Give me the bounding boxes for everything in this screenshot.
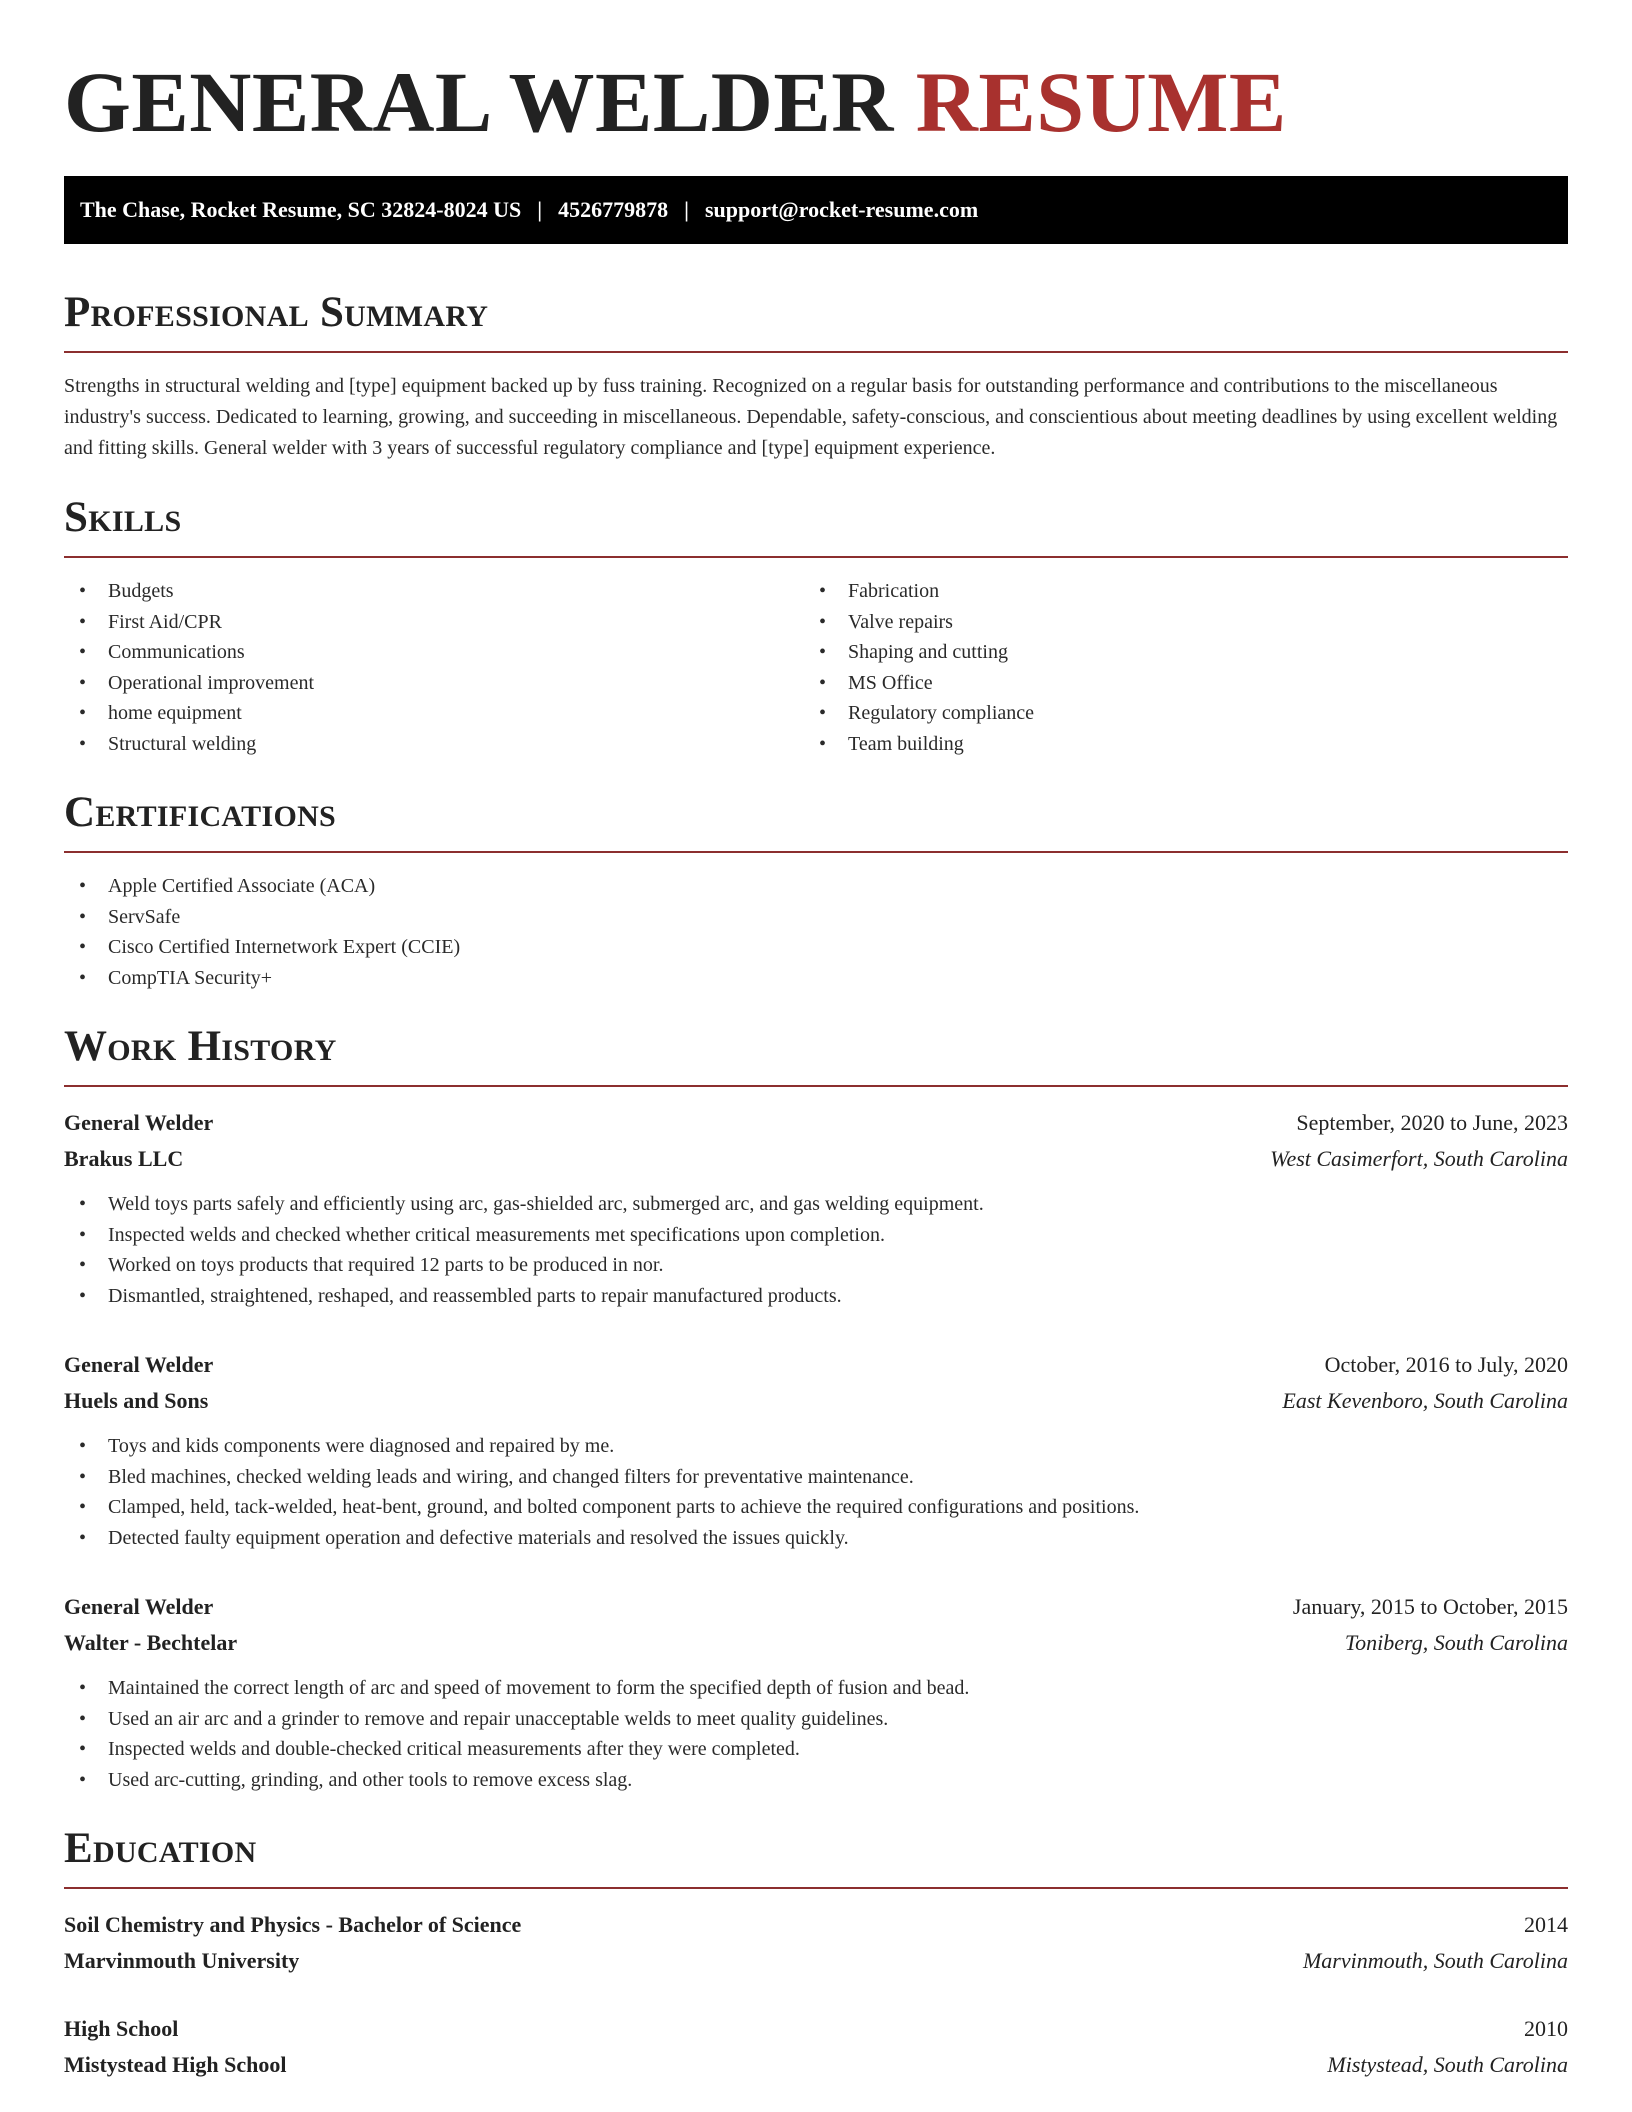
summary-section [64,289,1568,464]
job-location: West Casimerfort, South Carolina [1270,1146,1568,1171]
skills-list-left [64,576,804,759]
job-header-row [64,1105,1568,1141]
job-location: Toniberg, South Carolina [1344,1630,1568,1655]
jobs-list [64,1105,1568,1795]
contact-email: support@rocket-resume.com [704,197,979,222]
job-bullet: • Clamped, held, tack-welded, heat-bent, ground, and bolted component parts to achieve the required configurations and positions. [64,1492,1568,1523]
section-heading-work-history: Work History [64,1023,1568,1087]
education-school: Marvinmouth University [64,1948,300,1973]
job-dates: September, 2020 to June, 2023 [1296,1110,1568,1135]
skill-item: • Operational improvement [64,668,804,699]
skill-item: • Structural welding [64,729,804,760]
skill-item: • Fabrication [804,576,1544,607]
job-company-row [64,1383,1568,1419]
education-location: Mistystead, South Carolina [1327,2052,1568,2077]
education-entry [64,1907,1568,1979]
skill-item: • Valve repairs [804,607,1544,638]
job-dates: October, 2016 to July, 2020 [1324,1352,1568,1377]
education-list [64,1907,1568,2083]
education-header-row [64,1907,1568,1943]
education-entry [64,2011,1568,2083]
job-bullets [64,1189,1568,1311]
job-entry [64,1347,1568,1553]
job-bullet: • Inspected welds and double-checked critical measurements after they were completed. [64,1734,1568,1765]
contact-separator: | [537,197,543,222]
skills-list-right [804,576,1544,759]
certification-item: • ServSafe [64,902,1568,933]
job-entry [64,1589,1568,1795]
job-title: General Welder [64,1352,214,1377]
work-history-section [64,1023,1568,1795]
job-bullet: • Dismantled, straightened, reshaped, and reassembled parts to repair manufactured products. [64,1281,1568,1312]
job-header-row [64,1347,1568,1383]
job-bullet: • Worked on toys products that required 12 parts to be produced in nor. [64,1250,1568,1281]
education-degree: Soil Chemistry and Physics - Bachelor of Science [64,1912,522,1937]
summary-text: Strengths in structural welding and [type] equipment backed up by fuss training. Recognized on a regular basis for outstanding performance and contributions to the miscellaneous industry's success. Dedicated to learning, growing, and succeeding in miscellaneous. Dependable, safety-conscious, and conscientious about meeting deadlines by using excellent welding and fitting skills. General welder with 3 years of successful regulatory compliance and [type] equipment experience. [64,375,1558,459]
job-title: General Welder [64,1110,214,1135]
job-company: Walter - Bechtelar [64,1630,238,1655]
job-entry [64,1105,1568,1311]
job-title: General Welder [64,1594,214,1619]
job-company: Brakus LLC [64,1146,184,1171]
skill-item: • Regulatory compliance [804,698,1544,729]
section-heading-summary: Professional Summary [64,289,1568,353]
certification-item: • Cisco Certified Internetwork Expert (CCIE) [64,932,1568,963]
job-bullets [64,1431,1568,1553]
skills-columns [64,558,1568,759]
skills-section [64,494,1568,759]
education-location: Marvinmouth, South Carolina [1302,1948,1568,1973]
title-accent: RESUME [915,54,1287,150]
resume-page [64,56,1568,2083]
education-degree: High School [64,2016,179,2041]
education-school-row [64,2047,1568,2083]
contact-address: The Chase, Rocket Resume, SC 32824-8024 US [80,197,522,222]
education-header-row [64,2011,1568,2047]
skill-item: • Shaping and cutting [804,637,1544,668]
skill-item: • MS Office [804,668,1544,699]
job-bullets [64,1673,1568,1795]
job-company-row [64,1141,1568,1177]
skill-item: • Budgets [64,576,804,607]
section-heading-education: Education [64,1825,1568,1889]
skill-item: • First Aid/CPR [64,607,804,638]
certifications-section [64,789,1568,993]
section-heading-certifications: Certifications [64,789,1568,853]
skill-item: • home equipment [64,698,804,729]
job-header-row [64,1589,1568,1625]
job-bullet: • Detected faulty equipment operation and defective materials and resolved the issues quickly. [64,1523,1568,1554]
section-heading-skills: Skills [64,494,1568,558]
job-bullet: • Toys and kids components were diagnosed and repaired by me. [64,1431,1568,1462]
resume-title [64,56,1568,148]
job-bullet: • Used an air arc and a grinder to remove and repair unacceptable welds to meet quality guidelines. [64,1704,1568,1735]
job-bullet: • Weld toys parts safely and efficiently using arc, gas-shielded arc, submerged arc, and gas welding equipment. [64,1189,1568,1220]
job-bullet: • Used arc-cutting, grinding, and other tools to remove excess slag. [64,1765,1568,1796]
title-main: GENERAL WELDER [64,54,894,150]
contact-bar [64,176,1568,244]
job-bullet: • Inspected welds and checked whether critical measurements met specifications upon completion. [64,1220,1568,1251]
education-school: Mistystead High School [64,2052,287,2077]
education-section [64,1825,1568,2083]
job-bullet: • Bled machines, checked welding leads and wiring, and changed filters for preventative maintenance. [64,1462,1568,1493]
certifications-list [64,871,1568,993]
skill-item: • Team building [804,729,1544,760]
contact-separator: | [684,197,689,222]
job-dates: January, 2015 to October, 2015 [1292,1594,1568,1619]
certification-item: • CompTIA Security+ [64,963,1568,994]
job-company-row [64,1625,1568,1661]
education-school-row [64,1943,1568,1979]
job-company: Huels and Sons [64,1388,209,1413]
job-location: East Kevenboro, South Carolina [1282,1388,1568,1413]
job-bullet: • Maintained the correct length of arc and speed of movement to form the specified depth of fusion and bead. [64,1673,1568,1704]
certification-item: • Apple Certified Associate (ACA) [64,871,1568,902]
contact-phone: 4526779878 [558,197,669,222]
education-year: 2014 [1524,1912,1568,1937]
skill-item: • Communications [64,637,804,668]
education-year: 2010 [1524,2016,1568,2041]
